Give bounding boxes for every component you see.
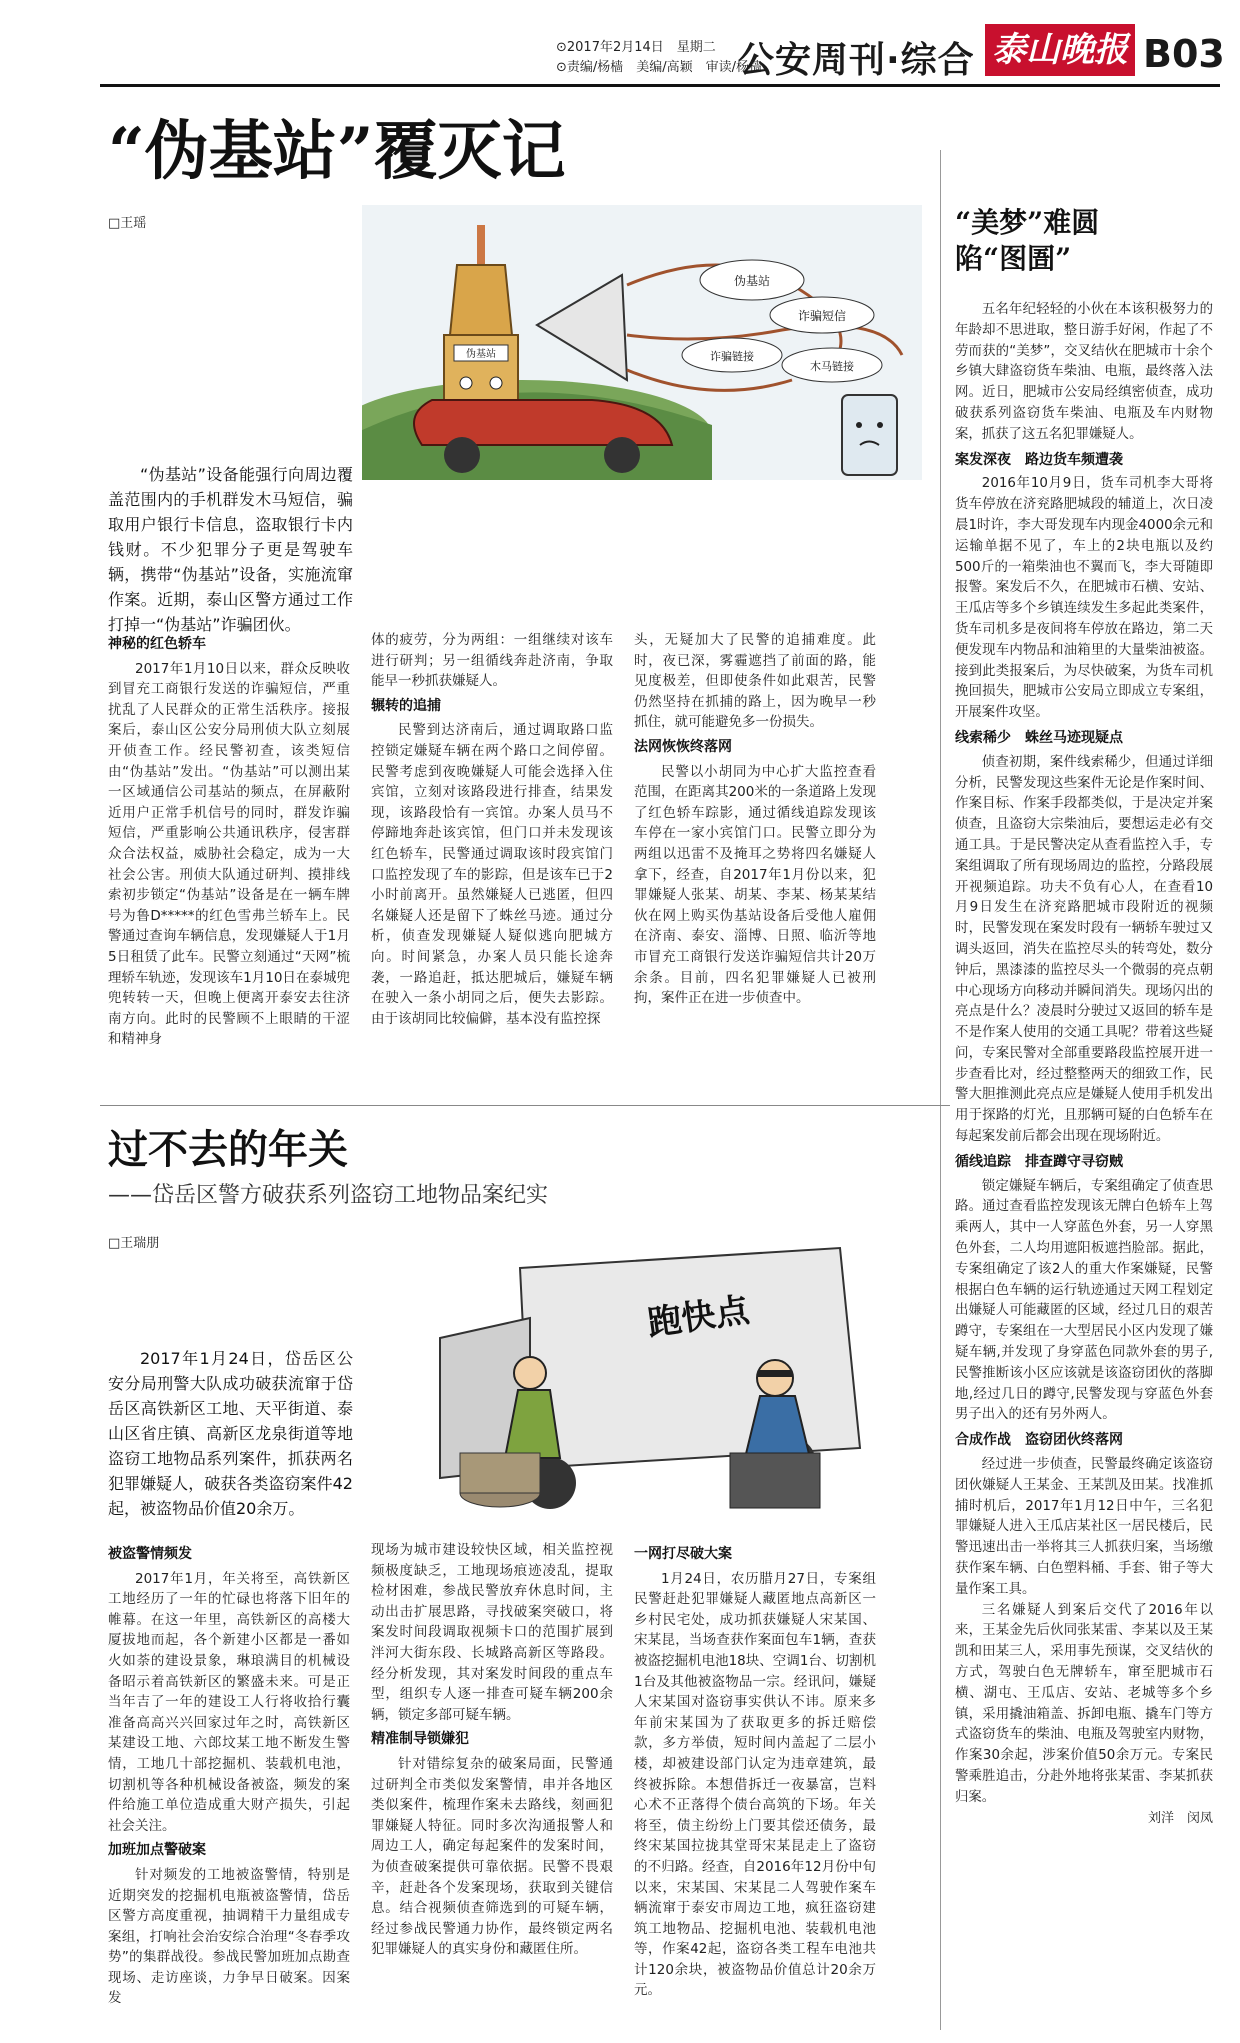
battery-icon	[730, 1453, 820, 1508]
sidebar-headline	[955, 205, 1099, 277]
sidebar-subhead-3: 循线追踪 排查蹲守寻窃贼	[955, 1153, 1123, 1170]
story2-paragraph: 针对错综复杂的破案局面，民警通过研判全市类似发案警情，串并各地区类似案件，梳理作案未去路线，刻画犯罪嫌疑人特征。同时多次沟通报警人和周边工人，确定每起案件的发案时间，为侦查破案提供可靠依据。民警不畏艰辛，赶赴各个发案现场，获取到关键信息。结合视频侦查筛选到的可疑车辆，经过参战民警通力协作，最终锁定两名犯罪嫌疑人的真实身份和藏匿住所。	[371, 1755, 613, 1958]
story2-subhead-4: 一网打尽破大案	[634, 1546, 732, 1562]
sidebar-subhead-2: 线索稀少 蛛丝马迹现疑点	[955, 729, 1123, 746]
sidebar-headline-line2: 陷“图圄”	[955, 242, 1072, 275]
story1-subhead-3: 法网恢恢终落网	[634, 738, 732, 755]
story2-illustration	[400, 1228, 875, 1528]
truck-icon	[520, 1248, 860, 1468]
sidebar-paragraph: 五名年纪轻轻的小伙在本该积极努力的年龄却不思进取，整日游手好闲，作起了不劳而获的“美梦”，交叉结伙在肥城市十余个乡镇大肆盗窃货车柴油、电瓶，最终落入法网。近日，肥城市公安局经缜密侦查，成功破获系列盗窃货车柴油、电瓶及车内财物案，抓获了这五名犯罪嫌疑人。	[955, 302, 1213, 442]
page-code: B03	[1143, 32, 1225, 76]
story2-col1	[108, 1540, 350, 2009]
story1-col3	[634, 630, 876, 1009]
bubble-label-3: 诈骗链接	[710, 350, 754, 363]
issue-date: ⊙2017年2月14日 星期二	[556, 40, 716, 55]
story2-byline: □王瑞朋	[108, 1236, 160, 1251]
story1-subhead-2: 辗转的追捕	[371, 697, 441, 714]
story2-subhead-3: 精准制导锁嫌犯	[371, 1731, 469, 1748]
battery-icon	[460, 1453, 540, 1493]
story1-paragraph: 民警到达济南后，通过调取路口监控锁定嫌疑车辆在两个路口之间停留。民警考虑到夜晚嫌疑人可能会选择入住宾馆，立刻对该路段进行排查，结果发现，该路段恰有一宾馆。办案人员马不停蹄地奔赴该宾馆，但门口并未发现该红色轿车，民警通过调取该时段宾馆门口监控发现了车的影踪，但是该车已于2小时前离开。虽然嫌疑人已逃匿，但四名嫌疑人还是留下了蛛丝马迹。通过分析，侦查发现嫌疑人疑似逃向肥城方向。时间紧急，办案人员只能长途奔袭，一路追赶，抵达肥城后，嫌疑车辆在驶入一条小胡同之后，便失去影踪。由于该胡同比较偏僻，基本没有监控探	[371, 722, 613, 1027]
story1-paragraph: 头，无疑加大了民警的追捕难度。此时，夜已深，雾霾遮挡了前面的路，能见度极差，但即使条件如此艰苦，民警仍然坚持在抓捕的路上，因为晚早一秒抓住，就可能避免多一份损失。	[634, 632, 876, 731]
story1-subhead-1: 神秘的红色轿车	[108, 636, 206, 652]
story2-col3	[634, 1540, 876, 2001]
story1-paragraph: 2017年1月10日以来，群众反映收到冒充工商银行发送的诈骗短信，严重扰乱了人民群众的正常生活秩序。接报案后，泰山区公安分局刑侦大队立刻展开侦查工作。经民警初查，该类短信由“伪基站”发出。“伪基站”可以测出某一区域通信公司基站的频点，在屏蔽附近用户正常手机信号的同时，群发诈骗短信，严重影响公共通讯秩序，侵害群众合法权益，威胁社会稳定，成为一大社会公害。刑侦大队通过研判、摸排线索初步锁定“伪基站”设备是在一辆车牌号为鲁D*****的红色雪弗兰轿车上。民警通过查询车辆信息，发现嫌疑人于1月5日租赁了此车。民警立刻通过“天网”梳理轿车轨迹，发现该车1月10日在泰城兜兜转转一天，但晚上便离开泰安去往济南方向。此时的民警顾不上眼睛的干涩和精神身	[108, 660, 350, 1048]
story1-byline: □王瑶	[108, 216, 147, 231]
sidebar-body	[955, 300, 1213, 1829]
story-divider	[100, 1105, 950, 1106]
story2-headline: 过不去的年关	[108, 1126, 348, 1173]
story2-subhead-2: 加班加点警破案	[108, 1842, 206, 1859]
story2-col2	[371, 1540, 613, 1960]
sidebar-paragraph: 2016年10月9日，货车司机李大哥将货车停放在济兖路肥城段的辅道上，次日凌晨1时许，李大哥发现车内现金4000余元和运输单据不见了，车上的2块电瓶以及约500斤的一箱柴油也不翼而飞，李大哥随即报警。案发后不久，在肥城市石横、安站、王瓜店等多个乡镇连续发生多起此类案件，货车司机多是夜间将车停放在路边，第二天便发现车内物品和油箱里的大量柴油被盗。接到此类报案后，为尽快破案，为货车司机挽回损失，肥城市公安局立即成立专案组，开展案件攻坚。	[955, 476, 1213, 721]
sidebar-paragraph: 三名嫌疑人到案后交代了2016年以来，王某金先后伙同张某雷、李某以及王某凯和田某三人，采用事先预谋，交叉结伙的方式，驾驶白色无牌轿车，窜至肥城市石横、湖屯、王瓜店、安站、老城等多个乡镇，采用撬油箱盖、拆卸电瓶、撬车门等方式盗窃货车的柴油、电瓶及驾驶室内财物，作案30余起，涉案价值50余万元。专案民警乘胜追击，分赴外地将张某雷、李某抓获归案。	[955, 1602, 1213, 1805]
masthead-rule	[100, 84, 1220, 87]
story2-paragraph: 1月24日，农历腊月27日，专案组民警赶赴犯罪嫌疑人藏匿地点高新区一乡村民宅处，成功抓获嫌疑人宋某国、宋某昆，当场查获作案面包车1辆，查获被盗挖掘机电池18块、空调1台、切割机1台及其他被盗物品一宗。经讯问，嫌疑人宋某国对盗窃事实供认不讳。原来多年前宋某国为了获取更多的拆迁赔偿款，多方举债，短时间内盖起了二层小楼，却被建设部门认定为违章建筑，最终被拆除。本想借拆迁一夜暴富，岂料心术不正落得个债台高筑的下场。年关将至，债主纷纷上门要其偿还债务，最终宋某国拉拢其堂哥宋某昆走上了盗窃的不归路。经查，自2016年12月份中旬以来，宋某国、宋某昆二人驾驶作案车辆流窜于泰安市周边工地，疯狂盗窃建筑工地物品、挖掘机电池、装载机电池等，作案42起，盗窃各类工程车电池共计120余块，被盗物品价值总计20余万元。	[634, 1570, 876, 1999]
editor-credits: ⊙责编/杨樯 美编/高颖 审读/杨樯	[556, 60, 763, 75]
story1-illustration	[362, 205, 922, 480]
story1-lead	[108, 462, 353, 637]
illustration-caption: 跑快点	[645, 1290, 752, 1345]
sidebar-paragraph: 锁定嫌疑车辆后，专案组确定了侦查思路。通过查看监控发现该无牌白色轿车上驾乘两人，其中一人穿蓝色外套，另一人穿黑色外套，二人均用遮阳板遮挡脸部。据此，专案组确定了该2人的重大作案嫌疑，民警根据白色车辆的运行轨迹通过天网工程划定出嫌疑人可能藏匿的区域，经过几日的艰苦蹲守，专案组在一大型居民小区内发现了嫌疑车辆,并发现了身穿蓝色同款外套的男子,民警推断该小区应该就是该盗窃团伙的落脚地,经过几日的蹲守,民警发现与穿蓝色外套男子出入的还有另外两人。	[955, 1178, 1213, 1423]
bubble-label-4: 木马链接	[810, 360, 854, 373]
story1-paragraph: 体的疲劳，分为两组：一组继续对该车进行研判；另一组循线奔赴济南，争取能早一秒抓获嫌疑人。	[371, 632, 613, 690]
story2-subhead-1: 被盗警情频发	[108, 1546, 192, 1562]
sidebar-author: 刘洋 闵凤	[1147, 1810, 1213, 1826]
sidebar-subhead-4: 合成作战 盗窃团伙终落网	[955, 1432, 1123, 1449]
story1-col2	[371, 630, 613, 1029]
story1-col1	[108, 630, 350, 1050]
bubble-label-2: 诈骗短信	[797, 309, 847, 323]
story2-paragraph: 2017年1月，年关将至，高铁新区工地经历了一年的忙碌也将落下旧年的帷幕。在这一年里，高铁新区的高楼大厦拔地而起，各个新建小区都是一番如火如荼的建设景象，琳琅满目的机械设备昭示着高铁新区的繁盛未来。可是正当年吉了一年的建设工人行将收拾行囊准备高高兴兴回家过年之时，高铁新区某建设工地、六郎坟某工地不断发生警情，工地几十部挖掘机、装载机电池，切割机等各种机械设备被盗，频发的案件给施工单位造成重大财产损失，引起社会关注。	[108, 1570, 350, 1834]
story1-headline: “伪基站”覆灭记	[108, 114, 566, 189]
column-divider	[940, 150, 941, 2030]
newspaper-logo: 泰山晚报	[985, 24, 1135, 76]
story2-subheadline: ——岱岳区警方破获系列盗窃工地物品案纪实	[108, 1183, 549, 1208]
antenna-icon	[477, 225, 485, 265]
sidebar-paragraph: 侦查初期，案件线索稀少，但通过详细分析，民警发现这些案件无论是作案时间、作案目标、作案手段都类似，于是决定并案侦查，且盗窃大宗柴油后，要想运走必有交通工具。于是民警决定从查看监控入手，专案组调取了所有现场周边的监控，分路段展开视频追踪。功夫不负有心人，在查看10月9日发生在济兖路肥城市段附近的视频时，民警发现在案发时段有一辆轿车驶过又调头返回，消失在监控尽头的转弯处，数分钟后，黑漆漆的监控尽头一个微弱的亮点朝中心现场方向移动并瞬间消失。现场闪出的亮点是什么？凌晨时分驶过又返回的轿车是不是作案人使用的交通工具呢？带着这些疑问，专案民警对全部重要路段监控展开进一步查看比对，经过整整两天的细致工作，民警大胆推测此亮点应是嫌疑人使用手机发出用于探路的灯光，且那辆可疑的白色轿车在每起案发前后都会出现在现场附近。	[955, 754, 1213, 1145]
red-car	[414, 400, 672, 445]
sidebar-subhead-1: 案发深夜 路边货车频遭袭	[955, 451, 1123, 468]
sidebar-paragraph: 经过进一步侦查，民警最终确定该盗窃团伙嫌疑人王某金、王某凯及田某。找准抓捕时机后，2017年1月12日中午，三名犯罪嫌疑人进入王瓜店某社区一居民楼后，民警迅速出击一举将其三人抓获归案，当场缴获作案车辆、白色塑料桶、手套、钳子等大量作案工具。	[955, 1457, 1213, 1597]
story1-lead-text: “伪基站”设备能强行向周边覆盖范围内的手机群发木马短信，骗取用户银行卡信息，盗取银行卡内钱财。不少犯罪分子更是驾驶车辆，携带“伪基站”设备，实施流窜作案。近期，泰山区警方通过工作打掉一“伪基站”诈骗团伙。	[108, 465, 353, 634]
sidebar-headline-line1: “美梦”难圆	[955, 206, 1100, 239]
bubble-label-1: 伪基站	[733, 274, 771, 288]
story2-paragraph: 针对频发的工地被盗警情，特别是近期突发的挖掘机电瓶被盗警情，岱岳区警方高度重视，抽调精干力量组成专案组，打响社会治安综合治理“冬春季攻势”的集群战役。参战民警加班加点勘查现场、走访座谈，力争早日破案。因案发	[108, 1866, 350, 2007]
story1-paragraph: 民警以小胡同为中心扩大监控查看范围，在距离其200米的一条道路上发现了红色轿车踪影，通过循线追踪发现该车停在一家小宾馆门口。民警立即分为两组以迅雷不及掩耳之势将四名嫌疑人拿下，经查，自2017年1月份以来，犯罪嫌疑人张某、胡某、李某、杨某某结伙在网上购买伪基站设备后受他人雇佣在济南、泰安、淄博、日照、临沂等地市冒充工商银行发送诈骗短信共计20万余条。目前，四名犯罪嫌疑人已被刑拘，案件正在进一步侦查中。	[634, 763, 876, 1007]
story2-paragraph: 现场为城市建设较快区域，相关监控视频极度缺乏，工地现场痕迹凌乱，提取检材困难，参战民警放弃休息时间，主动出击扩展思路，寻找破案突破口，将案发时间段调取视频卡口的范围扩展到泮河大街东段、长城路高新区等路段。经分析发现，其对案发时间段的重点车型，组织专人逐一排查可疑车辆200余辆，锁定多部可疑车辆。	[371, 1542, 613, 1723]
tower-label: 伪基站	[466, 349, 496, 360]
story2-lead	[108, 1346, 353, 1521]
phone-icon	[842, 395, 897, 475]
section-name: 公安周刊·综合	[738, 40, 975, 81]
story2-lead-text: 2017年1月24日，岱岳区公安分局刑警大队成功破获流窜于岱岳区高铁新区工地、天平街道、泰山区省庄镇、高新区龙泉街道等地盗窃工地物品系列案件，抓获两名犯罪嫌疑人，破获各类盗窃案件42起，被盗物品价值20余万。	[108, 1349, 353, 1518]
